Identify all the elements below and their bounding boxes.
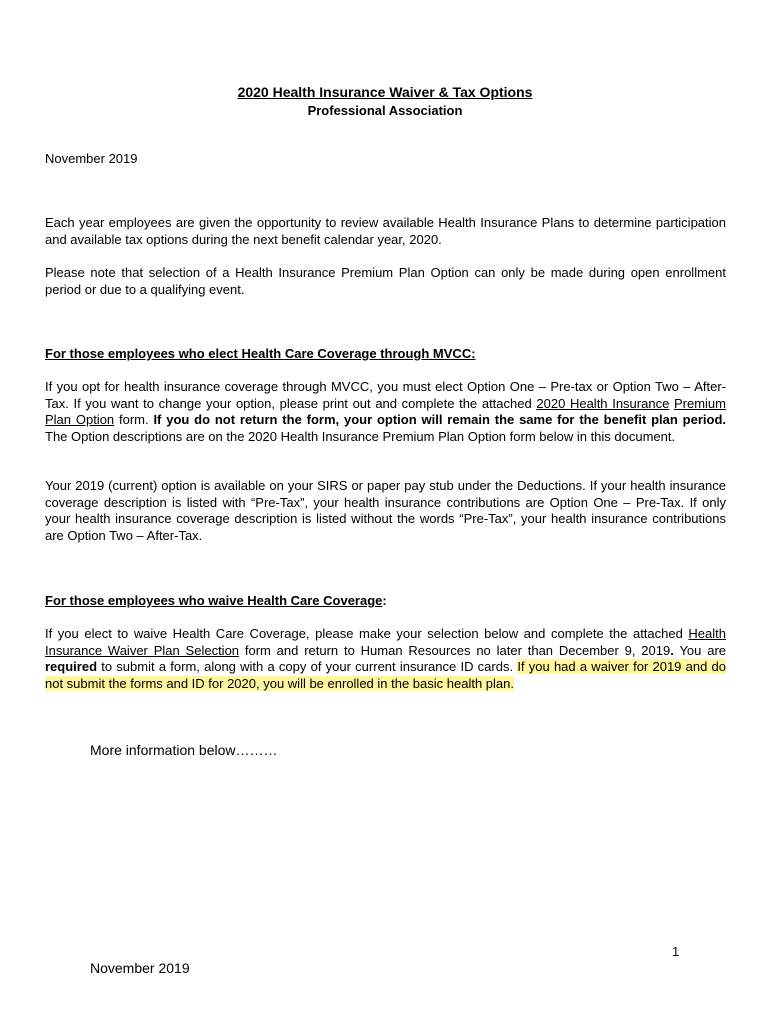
waiver-form-link: Health Insurance Waiver Plan Selection bbox=[45, 626, 726, 658]
intro-paragraph-1: Each year employees are given the opportunity to review available Health Insurance Plans to determine participation and available tax options during the next benefit calendar year, 2020. bbox=[45, 215, 726, 247]
waive-p1-bold-period: . bbox=[670, 642, 674, 658]
waive-p1-text-c: You are bbox=[673, 642, 726, 658]
waive-p1-text-d: to submit a form, along with a copy of your current insurance ID cards. bbox=[97, 659, 518, 674]
waive-p1-text-b: form and return to Human Resources no later than December 9, 2019 bbox=[239, 642, 671, 658]
page-subtitle: Professional Association bbox=[307, 103, 463, 118]
waive-p1-highlighted-warning: If you had a waiver for 2019 and do not submit the forms and ID for 2020, you will be enrolled in the basic health plan. bbox=[45, 659, 727, 691]
waive-paragraph-1 bbox=[45, 626, 726, 692]
page-title: 2020 Health Insurance Waiver & Tax Options bbox=[237, 84, 533, 100]
elect-heading-text: For those employees who elect Health Care Coverage through MVCC: bbox=[45, 346, 476, 361]
elect-p1-text-c: The Option descriptions are on the 2020 Health Insurance Premium Plan Option form below in this document. bbox=[45, 428, 676, 444]
waive-p1-text-a: If you elect to waive Health Care Coverage, please make your selection below and complete the attached bbox=[45, 626, 689, 641]
elect-form-link-part2: Premium Plan Option bbox=[45, 395, 726, 427]
elect-p1-bold-notice: If you do not return the form, your option will remain the same for the benefit plan period. bbox=[153, 412, 726, 427]
more-info-text: More information below……… bbox=[90, 742, 278, 758]
elect-paragraph-2: Your 2019 (current) option is available on your SIRS or paper pay stub under the Deductions. If your health insurance coverage description is listed with “Pre-Tax”, your health insurance contributions are Option One – Pre-Tax. If only your health insurance coverage description is listed without the words “Pre-Tax”, your health insurance contributions are Option Two – After-Tax. bbox=[45, 478, 726, 543]
elect-form-link-part1: 2020 Health Insurance bbox=[536, 395, 670, 411]
intro-paragraph-2: Please note that selection of a Health Insurance Premium Plan Option can only be made during open enrollment period or due to a qualifying event. bbox=[45, 265, 726, 297]
waive-heading-colon: : bbox=[382, 593, 387, 608]
waive-section-heading bbox=[45, 593, 387, 608]
elect-paragraph-1 bbox=[45, 379, 726, 445]
elect-p1-text-a: If you opt for health insurance coverage through MVCC, you must elect Option One – Pre-tax or Option Two – After-Tax. If you want to change your option, please print out and complete the attached bbox=[45, 379, 726, 411]
waive-heading-text: For those employees who waive Health Care Coverage bbox=[45, 593, 383, 608]
elect-section-heading bbox=[45, 346, 476, 361]
page-number: 1 bbox=[672, 944, 680, 959]
footer-date: November 2019 bbox=[90, 960, 190, 976]
waive-p1-required: required bbox=[45, 659, 98, 674]
elect-p1-text-b: form. bbox=[114, 412, 154, 427]
document-date: November 2019 bbox=[45, 151, 138, 166]
